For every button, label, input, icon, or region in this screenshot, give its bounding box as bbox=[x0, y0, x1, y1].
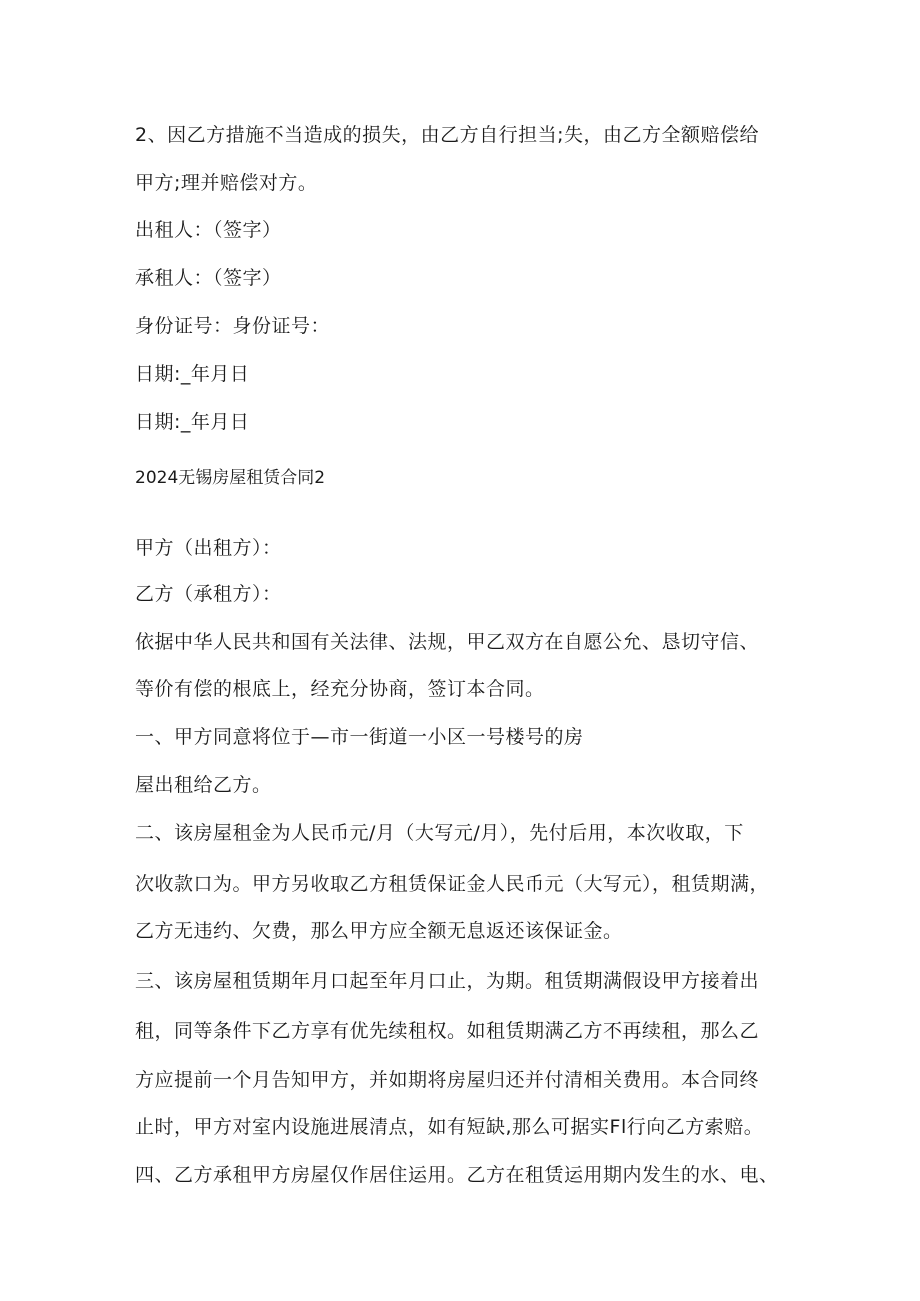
preamble-line-1: 依据中华人民共和国有关法律、法规，甲乙双方在自愿公允、恳切守信、 bbox=[135, 631, 760, 653]
date-field-1: 日期:_年月日 bbox=[135, 363, 250, 385]
clause-2-line-2: 甲方;理并赔偿对方。 bbox=[135, 172, 318, 194]
id-number-fields: 身份证号：身份证号： bbox=[135, 315, 331, 337]
clause-rent-line-3: 乙方无违约、欠费，那么甲方应全额无息返还该保证金。 bbox=[135, 920, 623, 942]
clause-2-line-1: 2、因乙方措施不当造成的损失，由乙方自行担当;失，由乙方全额赔偿给 bbox=[135, 124, 759, 146]
clause-1-line-2: 屋出租给乙方。 bbox=[135, 774, 272, 796]
clause-term-line-2: 租，同等条件下乙方享有优先续租权。如租赁期满乙方不再续租，那么乙 bbox=[135, 1020, 760, 1042]
contract-title: 2024无锡房屋租赁合同2 bbox=[135, 468, 326, 488]
preamble-line-2: 等价有偿的根底上，经充分协商，签订本合同。 bbox=[135, 678, 545, 700]
date-field-2: 日期:_年月日 bbox=[135, 411, 250, 433]
clause-1-line-1: 一、甲方同意将位于—市一街道一小区一号楼号的房 bbox=[135, 726, 584, 748]
party-b: 乙方（承租方）： bbox=[135, 583, 282, 605]
clause-rent-line-1: 二、该房屋租金为人民币元/月（大写元/月），先付后用，本次收取，下 bbox=[135, 822, 744, 844]
clause-term-line-3: 方应提前一个月告知甲方，并如期将房屋归还并付清相关费用。本合同终 bbox=[135, 1069, 760, 1091]
clause-rent-line-2: 次收款口为。甲方另收取乙方租赁保证金人民币元（大写元），租赁期满， bbox=[135, 873, 770, 895]
lessor-signature: 出租人：（签字） bbox=[135, 219, 282, 241]
clause-term-line-1: 三、该房屋租赁期年月口起至年月口止，为期。租赁期满假设甲方接着出 bbox=[135, 970, 760, 992]
party-a: 甲方（出租方）： bbox=[135, 537, 282, 559]
lessee-signature: 承租人：（签字） bbox=[135, 267, 282, 289]
clause-use-line-1: 四、乙方承租甲方房屋仅作居住运用。乙方在租赁运用期内发生的水、电、 bbox=[135, 1164, 779, 1186]
clause-term-line-4: 止时，甲方对室内设施进展清点，如有短缺,那么可据实Fl行向乙方索赔。 bbox=[135, 1116, 764, 1138]
